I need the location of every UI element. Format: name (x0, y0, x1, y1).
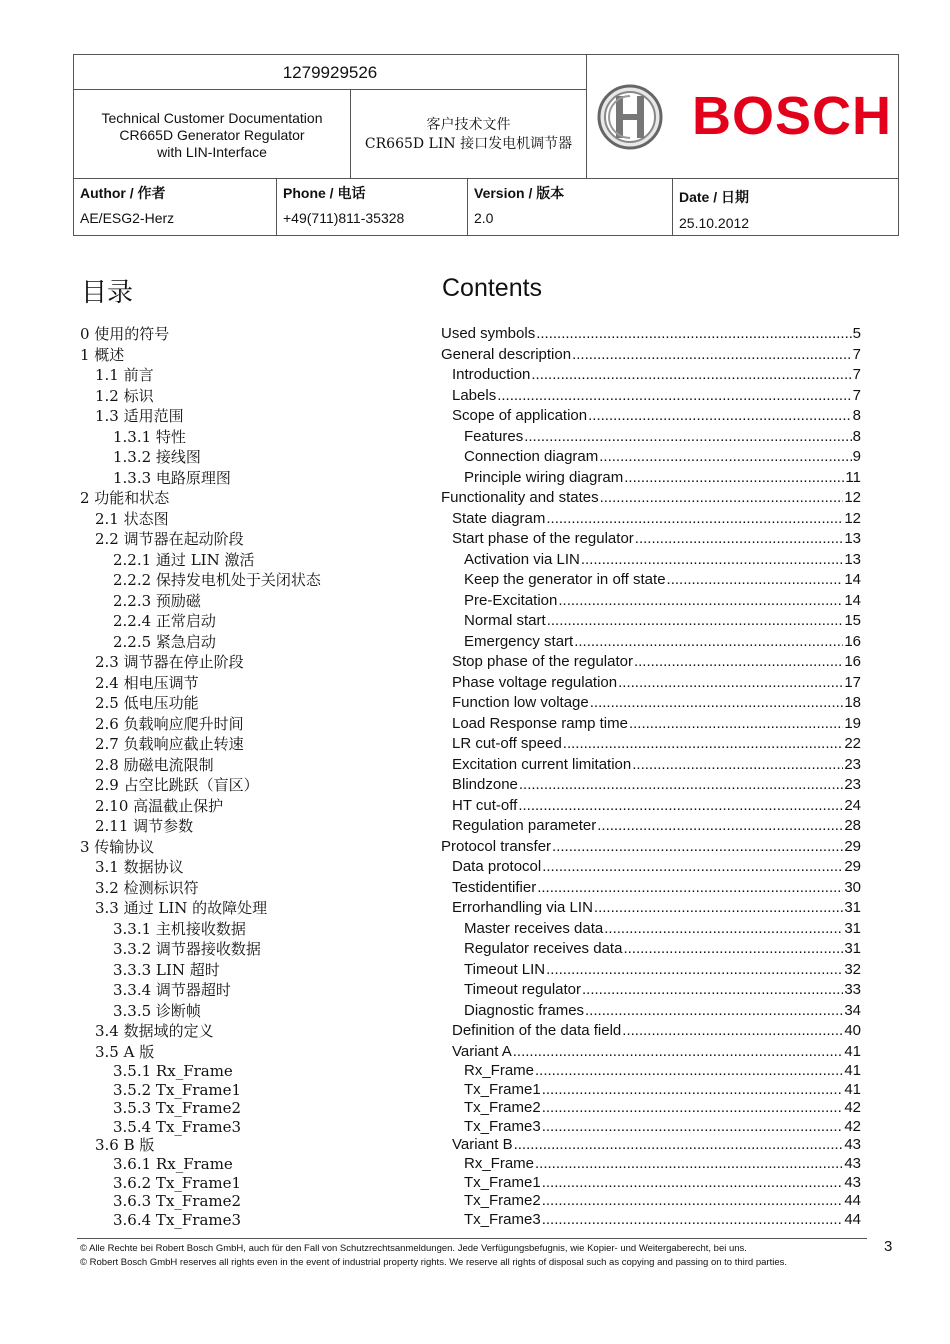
toc-page-number: 31 (844, 940, 861, 957)
toc-entry-zh[interactable]: 3.3.3 LIN 超时 (113, 960, 220, 979)
toc-page-number: 8 (852, 407, 861, 424)
toc-entry-en[interactable] (441, 898, 861, 919)
toc-page-number: 31 (844, 919, 861, 937)
toc-page-number: 15 (844, 612, 861, 629)
toc-entry-title: Tx_Frame1 (464, 1080, 541, 1098)
toc-entry-zh[interactable]: 1.3.2 接线图 (113, 448, 201, 466)
toc-entry-title: Rx_Frame (464, 1062, 535, 1079)
toc-entry-title: Timeout LIN (464, 960, 546, 978)
toc-entry-title: Phase voltage regulation (452, 673, 618, 691)
toc-entry-en[interactable] (441, 550, 861, 571)
toc-entry-zh[interactable]: 3.3.1 主机接收数据 (113, 919, 246, 938)
bosch-armature-icon (597, 84, 663, 150)
document-number: 1279929526 (74, 55, 587, 90)
toc-entry-en[interactable] (441, 734, 861, 755)
toc-list-zh (80, 324, 420, 1229)
toc-entry-zh[interactable]: 1.3 适用范围 (95, 407, 184, 425)
title-en-line: Technical Customer Documentation (101, 110, 323, 126)
toc-leader-dots (542, 1099, 844, 1118)
toc-leader-dots (597, 816, 843, 837)
toc-entry-zh[interactable]: 2 功能和状态 (80, 489, 170, 507)
toc-leader-dots (513, 1042, 844, 1063)
toc-entry-en[interactable] (441, 1192, 861, 1211)
toc-entry-en[interactable] (441, 324, 861, 345)
toc-entry-zh[interactable]: 3.5.3 Tx_Frame2 (113, 1099, 242, 1118)
title-zh-line: CR665D LIN 接口发电机调节器 (364, 136, 573, 152)
toc-entry-zh[interactable]: 2.1 状态图 (95, 509, 169, 528)
toc-page-number: 13 (844, 530, 861, 547)
toc-entry-zh[interactable]: 3.5.4 Tx_Frame3 (113, 1117, 242, 1136)
toc-entry-en[interactable] (441, 1021, 861, 1042)
toc-entry-en[interactable] (441, 816, 861, 837)
toc-entry-en[interactable] (441, 529, 861, 550)
toc-entry-zh[interactable]: 2.5 低电压功能 (95, 694, 199, 712)
toc-page-number: 29 (844, 837, 861, 855)
footer-divider (77, 1238, 867, 1239)
toc-entry-zh[interactable]: 2.9 占空比跳跃（盲区） (95, 776, 259, 794)
toc-heading-en: Contents (442, 274, 543, 302)
toc-leader-dots (546, 960, 843, 981)
toc-entry-en[interactable] (441, 1042, 861, 1063)
toc-page-number: 43 (844, 1136, 861, 1154)
toc-leader-dots (635, 529, 844, 550)
toc-leader-dots (514, 1136, 844, 1155)
toc-leader-dots (618, 673, 843, 694)
toc-page-number: 24 (844, 796, 861, 814)
toc-entry-zh[interactable]: 2.2 调节器在起动阶段 (95, 530, 244, 548)
toc-entry-en[interactable] (441, 632, 861, 653)
toc-entry-title: Blindzone (452, 776, 518, 793)
toc-entry-en[interactable] (441, 673, 861, 694)
toc-leader-dots (623, 939, 843, 960)
toc-page-number: 29 (844, 858, 861, 875)
toc-entry-title: Functionality and states (441, 489, 599, 506)
toc-page-number: 41 (844, 1042, 861, 1060)
toc-page-number: 22 (844, 735, 861, 752)
page-number: 3 (884, 1238, 893, 1255)
toc-entry-zh[interactable]: 2.2.2 保持发电机处于关闭状态 (113, 571, 321, 589)
toc-entry-title: Excitation current limitation (452, 755, 632, 773)
toc-page-number: 7 (852, 345, 861, 363)
toc-entry-title: Load Response ramp time (452, 714, 628, 732)
toc-entry-zh[interactable]: 1.3.1 特性 (113, 427, 186, 446)
toc-entry-en[interactable] (441, 509, 861, 530)
toc-entry-title: Tx_Frame2 (464, 1099, 541, 1117)
toc-leader-dots (624, 468, 844, 489)
toc-entry-zh[interactable]: 2.4 相电压调节 (95, 673, 199, 692)
header-table (73, 54, 899, 236)
toc-page-number: 8 (852, 427, 861, 445)
toc-page-number: 5 (852, 325, 861, 342)
toc-leader-dots (552, 837, 843, 858)
toc-entry-en[interactable] (441, 1174, 861, 1193)
title-english (74, 90, 351, 179)
toc-leader-dots (594, 898, 843, 919)
toc-leader-dots (629, 714, 843, 735)
toc-entry-en[interactable] (441, 488, 861, 509)
toc-entry-title: Introduction (452, 366, 531, 383)
toc-page-number: 41 (844, 1080, 861, 1098)
toc-leader-dots (588, 406, 852, 427)
toc-entry-zh[interactable]: 0 使用的符号 (80, 325, 170, 343)
toc-leader-dots (536, 324, 851, 345)
toc-leader-dots (600, 488, 844, 509)
toc-entry-en[interactable] (441, 591, 861, 612)
toc-entry-title: Features (464, 427, 524, 445)
toc-entry-zh[interactable]: 1.3.3 电路原理图 (113, 468, 231, 487)
toc-entry-title: General description (441, 345, 572, 363)
title-en-line: CR665D Generator Regulator (119, 127, 305, 143)
toc-entry-en[interactable] (441, 714, 861, 735)
toc-entry-en[interactable] (441, 386, 861, 407)
toc-entry-title: Rx_Frame (464, 1154, 535, 1172)
toc-entry-zh[interactable]: 2.2.3 预励磁 (113, 591, 201, 610)
toc-entry-zh[interactable]: 3.3.4 调节器超时 (113, 981, 231, 999)
toc-leader-dots (632, 755, 843, 776)
toc-list-en (441, 324, 861, 1229)
toc-page-number: 16 (844, 632, 861, 650)
toc-entry-zh[interactable]: 3.6.1 Rx_Frame (113, 1154, 233, 1173)
meta-value: 25.10.2012 (679, 215, 750, 231)
toc-entry-title: Regulator receives data (464, 940, 623, 957)
toc-page-number: 32 (844, 960, 861, 978)
toc-entry-en[interactable] (441, 427, 861, 448)
toc-leader-dots (547, 611, 844, 632)
toc-page-number: 14 (844, 571, 861, 588)
toc-page-number: 30 (844, 878, 861, 896)
toc-page-number: 44 (844, 1210, 861, 1228)
toc-entry-zh[interactable]: 2.2.1 通过 LIN 激活 (113, 550, 255, 569)
meta-value: 2.0 (474, 210, 494, 226)
meta-version (468, 179, 673, 236)
toc-entry-zh[interactable]: 2.6 负载响应爬升时间 (95, 714, 244, 733)
toc-page-number: 43 (844, 1173, 861, 1191)
toc-entry-title: Emergency start (464, 632, 574, 650)
toc-entry-title: Scope of application (452, 407, 588, 424)
toc-entry-en[interactable] (441, 960, 861, 981)
toc-entry-en[interactable] (441, 939, 861, 960)
toc-entry-zh[interactable]: 1.2 标识 (95, 386, 154, 405)
toc-entry-zh[interactable]: 1 概述 (80, 345, 125, 364)
toc-leader-dots (524, 427, 851, 448)
title-en-line: with LIN-Interface (157, 144, 267, 160)
toc-page-number: 44 (844, 1192, 861, 1210)
toc-leader-dots (581, 550, 843, 571)
toc-entry-zh[interactable]: 3.5.2 Tx_Frame1 (113, 1080, 242, 1099)
toc-leader-dots (535, 1155, 843, 1174)
toc-entry-en[interactable] (441, 365, 861, 386)
toc-leader-dots (574, 632, 843, 653)
toc-entry-zh[interactable]: 3.3 通过 LIN 的故障处理 (95, 899, 268, 917)
title-chinese (351, 90, 587, 179)
toc-entry-zh[interactable]: 3.6.2 Tx_Frame1 (113, 1173, 242, 1192)
toc-leader-dots (622, 1021, 843, 1042)
toc-leader-dots (542, 857, 843, 878)
toc-entry-en[interactable] (441, 345, 861, 366)
toc-entry-title: LR cut-off speed (452, 735, 562, 752)
toc-entry-en[interactable] (441, 1118, 861, 1137)
meta-label: Author / 作者 (80, 185, 166, 201)
toc-entry-zh[interactable]: 3.3.2 调节器接收数据 (113, 940, 261, 958)
toc-entry-title: Activation via LIN (464, 550, 580, 568)
toc-entry-title: Tx_Frame2 (464, 1192, 541, 1210)
toc-entry-zh[interactable]: 3.4 数据域的定义 (95, 1022, 214, 1040)
toc-leader-dots (563, 734, 844, 755)
toc-leader-dots (599, 447, 851, 468)
toc-page-number: 12 (844, 489, 861, 506)
toc-page-number: 41 (844, 1062, 861, 1079)
meta-label: Phone / 电话 (283, 185, 366, 201)
toc-entry-en[interactable] (441, 693, 861, 714)
toc-page-number: 16 (844, 653, 861, 670)
toc-entry-zh[interactable]: 3.2 检测标识符 (95, 878, 199, 897)
meta-author (74, 179, 277, 236)
meta-label: Date / 日期 (679, 189, 750, 205)
brand-name: BOSCH (692, 86, 893, 146)
toc-entry-en[interactable] (441, 857, 861, 878)
toc-leader-dots (667, 570, 844, 591)
toc-leader-dots (572, 345, 852, 366)
toc-entry-en[interactable] (441, 755, 861, 776)
toc-entry-title: Principle wiring diagram (464, 468, 624, 486)
toc-entry-zh[interactable]: 3.5.1 Rx_Frame (113, 1062, 233, 1080)
meta-phone (277, 179, 468, 236)
meta-date (673, 179, 899, 236)
meta-label: Version / 版本 (474, 185, 565, 201)
toc-entry-title: Variant B (452, 1136, 513, 1154)
toc-page-number: 42 (844, 1099, 861, 1117)
toc-leader-dots (519, 775, 843, 796)
toc-leader-dots (634, 652, 843, 673)
toc-page-number: 7 (852, 386, 861, 404)
toc-entry-en[interactable] (441, 919, 861, 940)
toc-leader-dots (542, 1118, 844, 1137)
toc-leader-dots (497, 386, 851, 407)
toc-leader-dots (542, 1081, 844, 1100)
footer-line-en: © Robert Bosch GmbH reserves all rights even in the event of industrial property rights. We reserve all rights of disposal such as copying and passing on to third parties. (80, 1257, 788, 1268)
toc-entry-zh[interactable]: 3.5 A 版 (95, 1042, 155, 1061)
toc-page-number: 31 (844, 899, 861, 916)
toc-leader-dots (542, 1192, 844, 1211)
toc-entry-zh[interactable]: 2.8 励磁电流限制 (95, 755, 214, 774)
toc-entry-en[interactable] (441, 775, 861, 796)
toc-page-number: 7 (852, 366, 861, 383)
toc-entry-en[interactable] (441, 1001, 861, 1022)
toc-entry-title: Definition of the data field (452, 1022, 622, 1039)
toc-entry-zh[interactable]: 3.6.3 Tx_Frame2 (113, 1192, 242, 1211)
toc-page-number: 9 (852, 448, 861, 465)
footer-line-de: © Alle Rechte bei Robert Bosch GmbH, auch für den Fall von Schutzrechtsanmeldungen. Jede Verfügungsbefugnis, wie Kopier- und Weitergaberecht, bei uns. (80, 1243, 747, 1254)
toc-page-number: 23 (844, 755, 861, 773)
toc-entry-en[interactable] (441, 1062, 861, 1081)
toc-entry-title: Normal start (464, 612, 546, 629)
meta-value: AE/ESG2-Herz (80, 210, 175, 226)
toc-page-number: 42 (844, 1117, 861, 1135)
toc-entry-en[interactable] (441, 980, 861, 1001)
toc-entry-title: Start phase of the regulator (452, 530, 634, 547)
toc-leader-dots (582, 980, 843, 1001)
toc-leader-dots (585, 1001, 843, 1022)
toc-entry-en[interactable] (441, 468, 861, 489)
toc-heading-zh: 目录 (81, 278, 134, 308)
bosch-logo (587, 55, 899, 179)
toc-entry-en[interactable] (441, 1136, 861, 1155)
toc-entry-title: Tx_Frame3 (464, 1210, 541, 1228)
toc-entry-title: Variant A (452, 1042, 512, 1060)
toc-page-number: 13 (844, 550, 861, 568)
toc-leader-dots (531, 365, 851, 386)
toc-leader-dots (535, 1062, 843, 1081)
toc-entry-en[interactable] (441, 878, 861, 899)
toc-leader-dots (590, 693, 844, 714)
toc-entry-en[interactable] (441, 447, 861, 468)
toc-leader-dots (604, 919, 843, 940)
toc-entry-zh[interactable]: 2.11 调节参数 (95, 817, 194, 835)
toc-leader-dots (537, 878, 843, 899)
toc-page-number: 14 (844, 591, 861, 609)
toc-entry-title: Function low voltage (452, 694, 589, 711)
toc-entry-title: Protocol transfer (441, 837, 552, 855)
toc-page-number: 12 (844, 509, 861, 527)
toc-entry-en[interactable] (441, 570, 861, 591)
toc-entry-zh[interactable]: 2.7 负载响应截止转速 (95, 735, 244, 753)
toc-entry-title: Tx_Frame1 (464, 1173, 541, 1191)
toc-page-number: 11 (845, 468, 861, 486)
toc-entry-title: Connection diagram (464, 448, 599, 465)
toc-leader-dots (542, 1211, 844, 1230)
toc-entry-title: Keep the generator in off state (464, 571, 666, 588)
toc-entry-title: HT cut-off (452, 796, 518, 814)
toc-entry-en[interactable] (441, 1155, 861, 1174)
toc-page-number: 23 (844, 776, 861, 793)
toc-entry-title: Master receives data (464, 919, 604, 937)
toc-entry-title: Errorhandling via LIN (452, 899, 593, 916)
toc-entry-zh[interactable]: 3.1 数据协议 (95, 858, 184, 876)
toc-entry-en[interactable] (441, 1099, 861, 1118)
toc-page-number: 18 (844, 694, 861, 711)
toc-entry-title: Testidentifier (452, 878, 537, 896)
toc-page-number: 43 (844, 1154, 861, 1172)
meta-value: +49(711)811-35328 (283, 210, 405, 226)
toc-entry-title: Data protocol (452, 858, 542, 875)
toc-entry-zh[interactable]: 2.3 调节器在停止阶段 (95, 653, 244, 671)
toc-entry-title: Stop phase of the regulator (452, 653, 633, 670)
toc-leader-dots (518, 796, 843, 817)
toc-entry-title: Timeout regulator (464, 981, 581, 998)
toc-entry-en[interactable] (441, 1211, 861, 1230)
toc-leader-dots (542, 1174, 844, 1193)
toc-page-number: 40 (844, 1022, 861, 1039)
toc-entry-title: Labels (452, 386, 497, 404)
toc-leader-dots (558, 591, 843, 612)
toc-entry-zh[interactable]: 3.6.4 Tx_Frame3 (113, 1210, 242, 1229)
toc-entry-zh[interactable]: 2.2.4 正常启动 (113, 612, 216, 630)
title-zh-line: 客户技术文件 (426, 117, 511, 133)
toc-page-number: 17 (844, 673, 861, 691)
toc-entry-title: Regulation parameter (452, 817, 597, 834)
toc-entry-zh[interactable]: 2.10 高温截止保护 (95, 796, 224, 815)
toc-entry-zh[interactable]: 3.3.5 诊断帧 (113, 1001, 201, 1020)
toc-leader-dots (546, 509, 843, 530)
toc-entry-title: Pre-Excitation (464, 591, 558, 609)
toc-page-number: 19 (844, 714, 861, 732)
toc-page-number: 33 (844, 981, 861, 998)
toc-entry-zh[interactable]: 3.6 B 版 (95, 1136, 155, 1155)
toc-entry-en[interactable] (441, 796, 861, 817)
toc-entry-title: State diagram (452, 509, 546, 527)
toc-entry-en[interactable] (441, 652, 861, 673)
toc-page-number: 34 (844, 1001, 861, 1019)
toc-entry-zh[interactable]: 2.2.5 紧急启动 (113, 632, 216, 651)
toc-page-number: 28 (844, 817, 861, 834)
toc-entry-title: Diagnostic frames (464, 1001, 585, 1019)
toc-entry-title: Used symbols (441, 325, 536, 342)
toc-entry-zh[interactable]: 3 传输协议 (80, 837, 155, 856)
toc-entry-en[interactable] (441, 1081, 861, 1100)
toc-entry-en[interactable] (441, 611, 861, 632)
toc-entry-en[interactable] (441, 406, 861, 427)
footer-copyright (80, 1242, 787, 1270)
toc-entry-en[interactable] (441, 837, 861, 858)
toc-entry-zh[interactable]: 1.1 前言 (95, 366, 154, 384)
toc-entry-title: Tx_Frame3 (464, 1117, 541, 1135)
